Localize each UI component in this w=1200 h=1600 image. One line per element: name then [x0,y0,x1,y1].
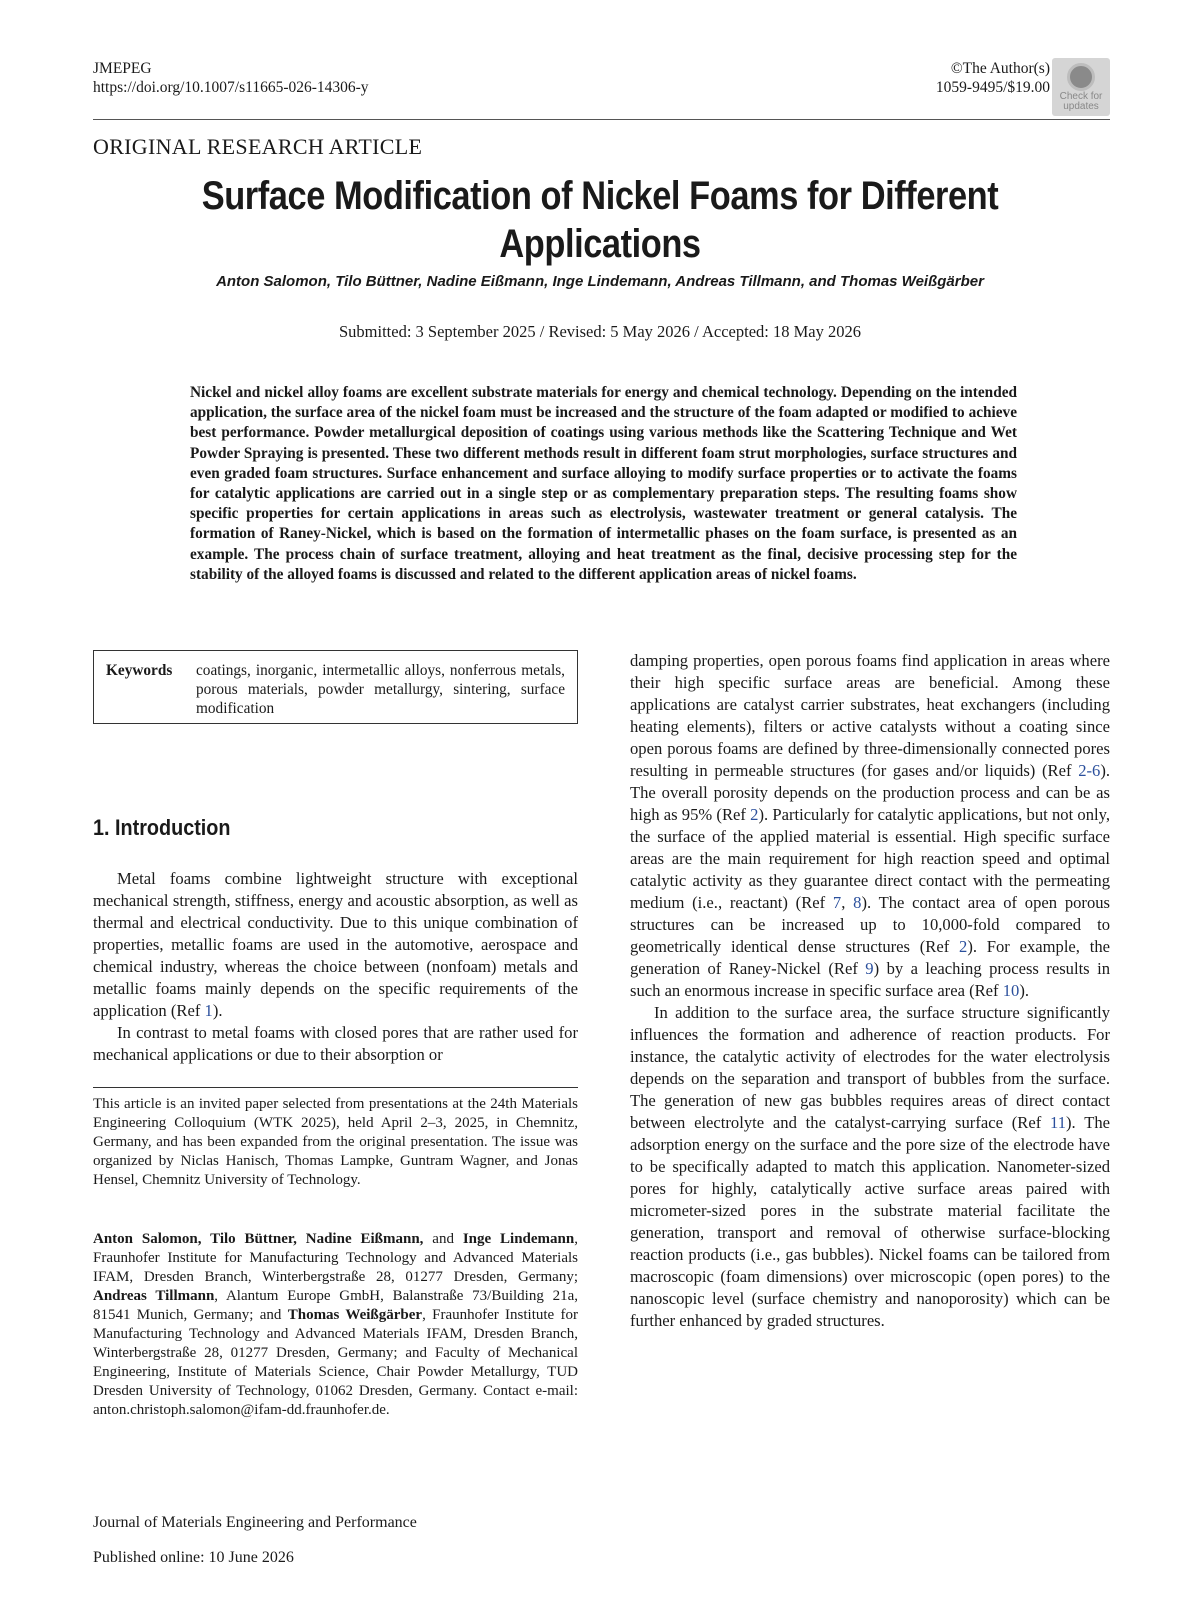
ref-link[interactable]: 1 [204,1001,213,1020]
right-paragraph-2: In addition to the surface area, the surface structure significantly influences the formation and adherence of reaction products. For instance, the catalytic activity of electrodes for the water electrolysis depends on the separation and transport of bubbles from the surface. The generation of new gas bubbles requires areas of direct contact between electrolyte and the catalyst-carrying surface (Ref 11). The adsorption energy on the surface and the pore size of the electrode have to be specifically adapted to match this application. Nanometer-sized pores for highly, catalytically active surface areas paired with micrometer-sized pores in the substrate material facilitate the generation, transport and removal of otherwise surface-blocking reaction products (i.e., gas bubbles). Nickel foams can be tailored from macroscopic (foam dimensions) over microscopic (open pores) to the nanoscopic level (surface chemistry and nanoporosity) which can be further enhanced by graded structures. [630,1003,1110,1330]
title-line2: Applications [499,222,701,266]
keywords-text: coatings, inorganic, intermetallic alloys, nonferrous metals, porous materials, powder metallurgy, sintering, surface modification [196,662,565,717]
ref-link[interactable]: 9 [865,959,874,978]
bookmark-icon [1067,63,1095,91]
footnote-affiliations: Anton Salomon, Tilo Büttner, Nadine Eißmann, and Inge Lindemann, Fraunhofer Institute for Manufacturing Technology and Advanced Materials IFAM, Dresden Branch, Winterbergstraße 28, 01277 Dresden, Germany; Andreas Tillmann, Alantum Europe GmbH, Balanstraße 73/Building 21a, 81541 Munich, Germany; and Thomas Weißgärber, Fraunhofer Institute for Manufacturing Technology and Advanced Materials IFAM, Dresden Branch, Winterbergstraße 28, 01277 Dresden, Germany; and Faculty of Mechanical Engineering, Institute of Materials Science, Chair Powder Metallurgy, TUD Dresden University of Technology, 01062 Dresden, Germany. Contact e-mail: anton.christoph.salomon@ifam-dd.fraunhofer.de. [93,1231,578,1418]
left-column-text [93,868,578,1066]
ref-link[interactable]: 11 [1050,1113,1067,1132]
badge-line2: updates [1063,101,1099,112]
section-heading-introduction: 1. Introduction [93,815,231,840]
abstract: Nickel and nickel alloy foams are excellent substrate materials for energy and chemical technology. Depending on the intended application, the surface area of the nickel foam must be increased and the structure of the foam adapted or modified to achieve best performance. Powder metallurgical deposition of coatings using various methods like the Scattering Technique and Wet Powder Spraying is presented. These two different methods result in different foam strut morphologies, surface structures and even graded foam structures. Surface enhancement and surface alloying to modify surface properties or to activate the foams for catalytic applications are carried out in a single step or as complementary preparation steps. The resulting foams show specific properties for certain applications in areas such as electrolysis, wastewater treatment or general catalysis. The formation of Raney-Nickel, which is based on the formation of intermetallic phases on the foam surface, is presented as an example. The process chain of surface treatment, alloying and heat treatment as the final, decisive processing step for the stability of the alloyed foams is discussed and related to the different application areas of nickel foams. [190,384,1017,583]
header-rule [93,119,1110,120]
keywords-box [93,650,578,724]
ref-link[interactable]: 2 [959,937,968,956]
ref-link[interactable]: 8 [853,893,862,912]
title-line1: Surface Modification of Nickel Foams for Different [201,174,999,218]
footnote-invited-paper: This article is an invited paper selected from presentations at the 24th Materials Engineering Colloquium (WTK 2025), held April 2–3, 2025, in Chemnitz, Germany, and has been expanded from the original presentation. The issue was organized by Niclas Hanisch, Thomas Lampke, Guntram Wagner, and Jonas Hensel, Chemnitz University of Technology. [93,1096,578,1188]
footnote-rule [93,1087,578,1088]
keywords-label: Keywords [106,662,173,679]
journal-code: JMEPEG [93,60,152,77]
footer-published: Published online: 10 June 2026 [93,1549,294,1566]
intro-paragraph-1: Metal foams combine lightweight structure with exceptional mechanical strength, stiffness, energy and acoustic absorption, as well as thermal and electrical conductivity. Due to this unique combination of properties, metallic foams are used in the automotive, aerospace and chemical industry, whereas the choice between (nonfoam) metals and metallic foams mainly depends on the specific requirements of the application (Ref 1). [93,869,578,1020]
right-paragraph-1: damping properties, open porous foams find application in areas where their high specific surface areas are beneficial. Among these applications are catalyst carrier substrates, heat exchangers (including heating elements), filters or active catalysts without a coating since open porous foams are defined by three-dimensionally connected pores resulting in permeable structures (for gases and/or liquids) (Ref 2-6). The overall porosity depends on the production process and can be as high as 95% (Ref 2). Particularly for catalytic applications, but not only, the surface of the applied material is essential. High specific surface areas are the main requirement for high reaction speed and optimal catalytic activity as they guarantee direct contact with the permeating medium (i.e., reactant) (Ref 7, 8). The contact area of open porous structures can be increased up to 10,000-fold compared to geometrically identical dense structures (Ref 2). For example, the generation of Raney-Nickel (Ref 9) by a leaching process results in such an enormous increase in specific surface area (Ref 10). [630,651,1110,1000]
ref-link[interactable]: 7 [832,893,842,912]
copyright: ©The Author(s) [950,60,1050,77]
article-type: ORIGINAL RESEARCH ARTICLE [93,134,423,159]
price: 1059-9495/$19.00 [935,79,1050,96]
author-list: Anton Salomon, Tilo Büttner, Nadine Eißmann, Inge Lindemann, Andreas Tillmann, and Thomas Weißgärber [216,273,984,290]
badge-line1: Check for [1059,91,1103,102]
ref-link[interactable]: 2 [750,805,759,824]
intro-paragraph-2: In contrast to metal foams with closed pores that are rather used for mechanical applications or due to their absorption or [93,1023,578,1064]
submission-dates: Submitted: 3 September 2025 / Revised: 5 May 2026 / Accepted: 18 May 2026 [339,322,861,341]
right-column-text [630,650,1110,1332]
doi-link[interactable]: https://doi.org/10.1007/s11665-026-14306-y [93,79,369,96]
article-title [170,172,1030,268]
ref-link[interactable]: 2-6 [1078,761,1101,780]
check-for-updates-badge[interactable] [1052,58,1110,116]
footer-journal: Journal of Materials Engineering and Performance [93,1514,417,1531]
ref-link[interactable]: 10 [1002,981,1020,1000]
